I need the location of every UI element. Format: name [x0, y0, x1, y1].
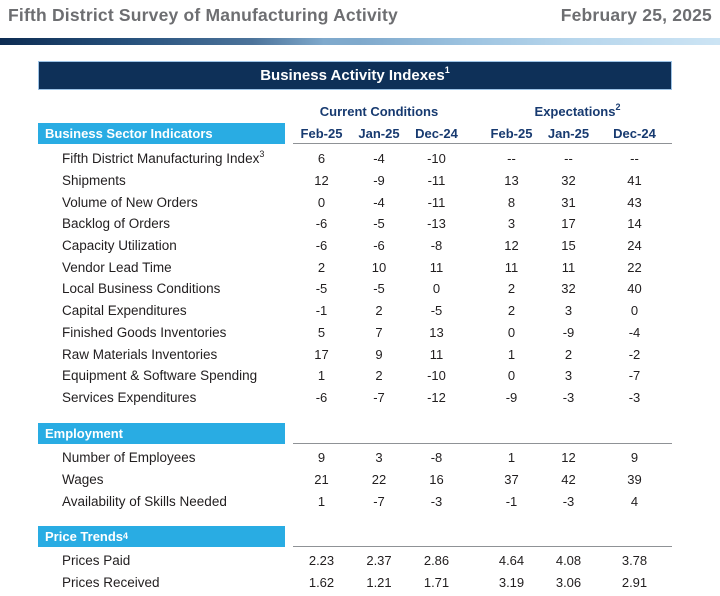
cell: -4	[628, 324, 641, 340]
cell: -3	[562, 389, 575, 405]
cell: -11	[427, 194, 446, 210]
table-row	[38, 343, 672, 365]
cell: -6	[315, 216, 328, 232]
table-row	[38, 256, 672, 278]
business-sector-rows	[38, 148, 672, 408]
cell: 3.19	[498, 575, 525, 591]
cell: 39	[627, 472, 642, 488]
cell: 12	[314, 173, 329, 189]
cell: --	[507, 151, 516, 167]
cell: 2	[375, 368, 383, 384]
cell: 43	[627, 194, 642, 210]
document-date: February 25, 2025	[560, 5, 712, 25]
cell: 32	[561, 173, 576, 189]
cell: 2	[507, 281, 516, 297]
price-trends-rule	[293, 546, 672, 547]
cell: 12	[561, 450, 576, 466]
cell: -2	[628, 346, 641, 362]
cell: 6	[317, 151, 326, 167]
table-title: Business Activity Indexes$^1$	[260, 65, 450, 84]
table-row	[38, 469, 672, 491]
cell: -3	[628, 389, 641, 405]
cell: -5	[430, 303, 443, 319]
price-trends-rows	[38, 550, 672, 593]
month-header-current-feb25: Feb-25	[300, 126, 343, 141]
cell: 32	[561, 281, 576, 297]
row-label: Fifth District Manufacturing Index$^3$	[62, 148, 265, 167]
cell: -3	[562, 493, 575, 509]
row-label: Backlog of Orders	[62, 216, 171, 232]
cell: 5	[317, 324, 326, 340]
cell: 13	[504, 173, 519, 189]
cell: --	[630, 151, 639, 167]
cell: 11	[429, 346, 444, 362]
cell: -3	[430, 493, 443, 509]
cell: 3	[507, 216, 516, 232]
cell: 0	[317, 194, 326, 210]
cell: 4.08	[555, 553, 582, 569]
row-label: Raw Materials Inventories	[62, 346, 218, 362]
cell: 41	[627, 173, 642, 189]
row-footnote: 3	[259, 148, 265, 159]
row-label: Volume of New Orders	[62, 194, 198, 210]
cell: 0	[507, 324, 516, 340]
table-row	[38, 322, 672, 344]
table-row	[38, 550, 672, 572]
row-label: Services Expenditures	[62, 389, 197, 405]
section-header-cell	[38, 123, 293, 144]
cell: 1.21	[366, 575, 392, 591]
cell: 10	[371, 259, 387, 275]
row-label: Local Business Conditions	[62, 281, 221, 297]
cell: 9	[375, 346, 383, 362]
cell: 0	[507, 368, 516, 384]
cell: 4.64	[498, 553, 525, 569]
cell: -1	[315, 303, 328, 319]
cell: 3.78	[621, 553, 648, 569]
table-row	[38, 490, 672, 512]
section-header-price-trends: Price Trends $^4$	[38, 526, 285, 547]
cell: 3.06	[555, 575, 582, 591]
employment-rows	[38, 447, 672, 512]
cell: -8	[430, 238, 443, 254]
cell: 15	[561, 238, 576, 254]
cell: -6	[315, 389, 328, 405]
cell: 2	[375, 303, 383, 319]
cell: 12	[504, 238, 519, 254]
cell: 3	[564, 368, 573, 384]
row-label: Shipments	[62, 173, 126, 189]
section-header-employment: Employment	[38, 423, 285, 444]
cell: -4	[373, 151, 385, 167]
document-header	[8, 5, 712, 26]
cell: -11	[427, 173, 446, 189]
cell: -5	[373, 281, 385, 297]
cell: --	[564, 151, 573, 167]
cell: 17	[314, 346, 329, 362]
cell: 1	[507, 346, 516, 362]
group-gap	[465, 104, 483, 119]
cell: -10	[427, 368, 446, 384]
cell: 1	[507, 450, 516, 466]
row-label: Wages	[62, 472, 104, 488]
cell: 4	[630, 493, 639, 509]
cell: -4	[373, 194, 385, 210]
document-title: Fifth District Survey of Manufacturing Activity	[8, 5, 398, 25]
cell: 40	[627, 281, 642, 297]
table-row	[38, 191, 672, 213]
cell: 16	[429, 472, 444, 488]
month-header-current-dec24: Dec-24	[415, 126, 458, 141]
cell: 14	[627, 216, 642, 232]
month-header-current-jan25: Jan-25	[358, 126, 400, 141]
row-label: Vendor Lead Time	[62, 259, 172, 275]
cell: 3	[375, 450, 383, 466]
gradient-divider	[0, 38, 720, 45]
cell: 37	[504, 472, 519, 488]
cell: -5	[315, 281, 328, 297]
cell: -8	[430, 450, 443, 466]
cell: -6	[315, 238, 328, 254]
row-label: Prices Paid	[62, 553, 131, 569]
cell: -7	[628, 368, 641, 384]
cell: -13	[427, 216, 446, 232]
table-row	[38, 213, 672, 235]
cell: 1.71	[423, 575, 450, 591]
row-label: Capital Expenditures	[62, 303, 187, 319]
group-header-current-conditions: Current Conditions	[319, 104, 439, 119]
table-row	[38, 300, 672, 322]
table-row	[38, 278, 672, 300]
cell: -9	[505, 389, 518, 405]
cell: 9	[630, 450, 639, 466]
table-row	[38, 235, 672, 257]
cell: 24	[627, 238, 642, 254]
table-title-footnote: 1	[444, 65, 450, 75]
cell: 2	[564, 346, 573, 362]
cell: 22	[627, 259, 642, 275]
cell: 11	[429, 259, 444, 275]
cell: 21	[314, 472, 329, 488]
table-title-bar	[38, 61, 672, 90]
cell: -1	[505, 493, 518, 509]
cell: 2.37	[366, 553, 392, 569]
cell: 42	[561, 472, 576, 488]
table-row	[38, 387, 672, 409]
table-row	[38, 170, 672, 192]
row-label: Number of Employees	[62, 450, 196, 466]
row-label: Availability of Skills Needed	[62, 493, 227, 509]
cell: 2.86	[423, 553, 450, 569]
cell: 8	[507, 194, 516, 210]
cell: 0	[432, 281, 441, 297]
cell: 13	[429, 324, 444, 340]
month-header-expect-feb25: Feb-25	[490, 126, 533, 141]
cell: -10	[427, 151, 446, 167]
cell: 2.91	[621, 575, 648, 591]
table-row	[38, 572, 672, 594]
cell: -12	[427, 389, 446, 405]
row-label: Finished Goods Inventories	[62, 324, 227, 340]
cell: 7	[375, 324, 383, 340]
table-row	[38, 447, 672, 469]
month-header-expect-dec24: Dec-24	[613, 126, 656, 141]
table-row	[38, 365, 672, 387]
cell: 11	[561, 259, 576, 275]
cell: 31	[561, 194, 576, 210]
cell: 11	[504, 259, 519, 275]
cell: -7	[373, 389, 385, 405]
cell: -9	[562, 324, 575, 340]
expectations-footnote: 2	[615, 101, 621, 112]
cell: 0	[630, 303, 639, 319]
cell: 1	[317, 368, 326, 384]
section-header-business-sector-indicators: Business Sector Indicators	[38, 123, 285, 144]
cell: -5	[373, 216, 385, 232]
group-header-row	[38, 101, 672, 119]
cell: 1	[317, 493, 326, 509]
group-header-spacer	[38, 104, 293, 119]
cell: 2	[317, 259, 326, 275]
cell: 2.23	[308, 553, 335, 569]
row-label: Prices Received	[62, 575, 160, 591]
row-label: Equipment & Software Spending	[62, 368, 258, 384]
month-header-expect-jan25: Jan-25	[547, 126, 590, 141]
column-header-row	[38, 123, 672, 144]
cell: 2	[507, 303, 516, 319]
cell: 3	[564, 303, 573, 319]
employment-rule	[293, 443, 672, 444]
cell: -7	[373, 493, 385, 509]
cell: 1.62	[308, 575, 335, 591]
table-row	[38, 148, 672, 170]
group-header-expectations: Expectations$^2$	[534, 101, 621, 119]
row-label: Capacity Utilization	[62, 238, 177, 254]
cell: -9	[373, 173, 385, 189]
header-rule	[293, 143, 672, 144]
cell: 22	[371, 472, 387, 488]
cell: 17	[561, 216, 576, 232]
cell: -6	[373, 238, 385, 254]
cell: 9	[317, 450, 326, 466]
